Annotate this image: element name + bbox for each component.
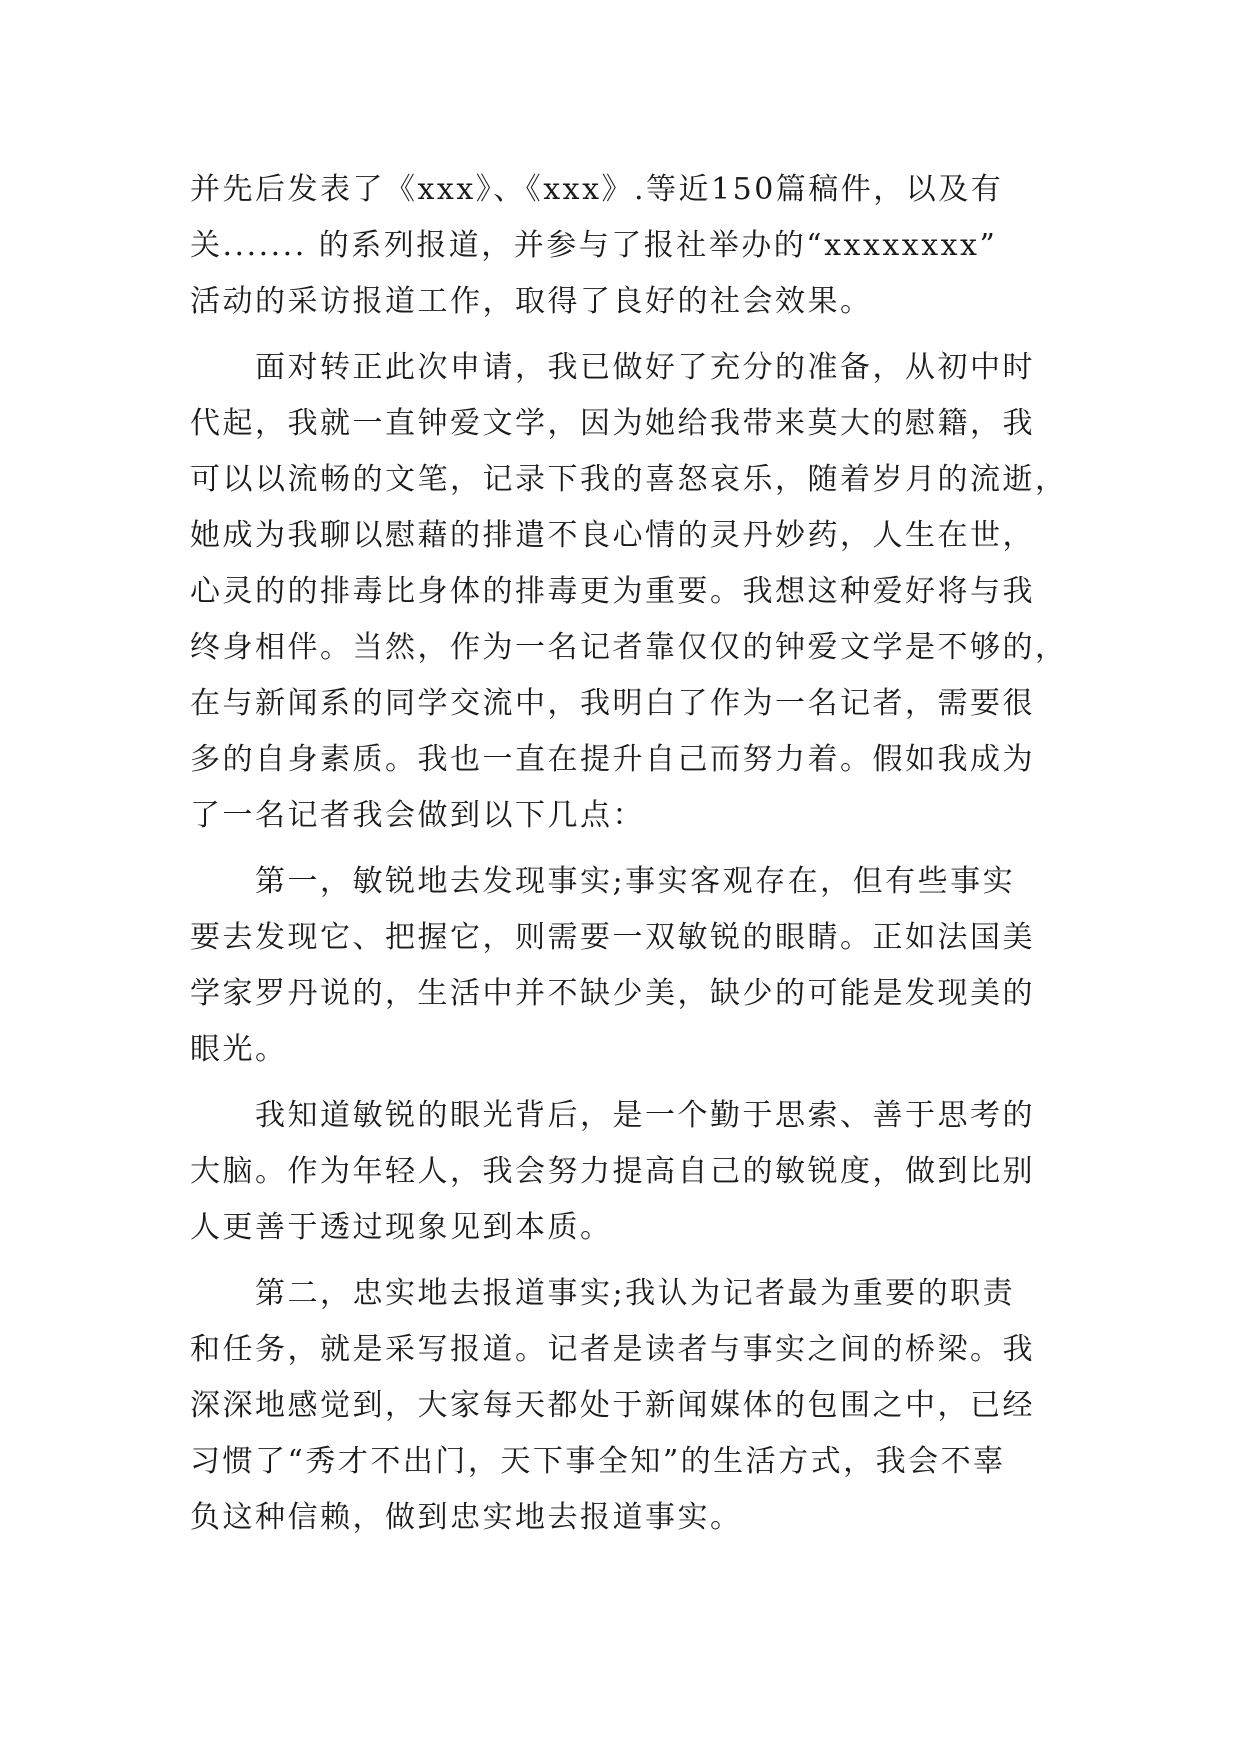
text-line: 负这种信赖，做到忠实地去报道事实。 xyxy=(190,1500,743,1535)
text-line: 面对转正此次申请，我已做好了充分的准备，从初中时 xyxy=(255,350,1035,385)
text-line: 可以以流畅的文笔，记录下我的喜怒哀乐，随着岁月的流逝， xyxy=(190,462,1068,497)
text-line: 关....... 的系列报道，并参与了报社举办的“xxxxxxxx” xyxy=(190,228,998,263)
text-line: 要去发现它、把握它，则需要一双敏锐的眼睛。正如法国美 xyxy=(190,920,1035,955)
text-line: 人更善于透过现象见到本质。 xyxy=(190,1210,613,1245)
text-line: 我知道敏锐的眼光背后，是一个勤于思索、善于思考的 xyxy=(255,1098,1035,1133)
text-line: 代起，我就一直钟爱文学，因为她给我带来莫大的慰籍，我 xyxy=(190,406,1035,441)
paragraph xyxy=(190,340,1068,844)
document-body xyxy=(190,162,1068,1546)
text-line: 她成为我聊以慰藉的排遣不良心情的灵丹妙药，人生在世， xyxy=(190,518,1035,553)
paragraph xyxy=(190,1266,1050,1546)
paragraph xyxy=(190,854,1050,1078)
text-line: 学家罗丹说的，生活中并不缺少美，缺少的可能是发现美的 xyxy=(190,976,1035,1011)
paragraph xyxy=(190,1088,1050,1256)
text-line: 心灵的的排毒比身体的排毒更为重要。我想这种爱好将与我 xyxy=(190,574,1035,609)
text-line: 多的自身素质。我也一直在提升自己而努力着。假如我成为 xyxy=(190,742,1035,777)
text-line: 大脑。作为年轻人，我会努力提高自己的敏锐度，做到比别 xyxy=(190,1154,1035,1189)
text-line: 终身相伴。当然，作为一名记者靠仅仅的钟爱文学是不够的， xyxy=(190,630,1068,665)
text-line: 眼光。 xyxy=(190,1032,288,1067)
text-line: 和任务，就是采写报道。记者是读者与事实之间的桥梁。我 xyxy=(190,1332,1035,1367)
text-line: 第二，忠实地去报道事实;我认为记者最为重要的职责 xyxy=(255,1276,1016,1311)
text-line: 深深地感觉到，大家每天都处于新闻媒体的包围之中，已经 xyxy=(190,1388,1035,1423)
text-line: 了一名记者我会做到以下几点： xyxy=(190,798,645,833)
text-line: 活动的采访报道工作，取得了良好的社会效果。 xyxy=(190,284,873,319)
text-line: 并先后发表了《xxx》、《xxx》.等近150篇稿件，以及有 xyxy=(190,172,1004,207)
paragraph xyxy=(190,162,1050,330)
text-line: 在与新闻系的同学交流中，我明白了作为一名记者，需要很 xyxy=(190,686,1035,721)
text-line: 第一，敏锐地去发现事实;事实客观存在，但有些事实 xyxy=(255,864,1016,899)
text-line: 习惯了“秀才不出门，天下事全知”的生活方式，我会不辜 xyxy=(190,1444,1006,1479)
